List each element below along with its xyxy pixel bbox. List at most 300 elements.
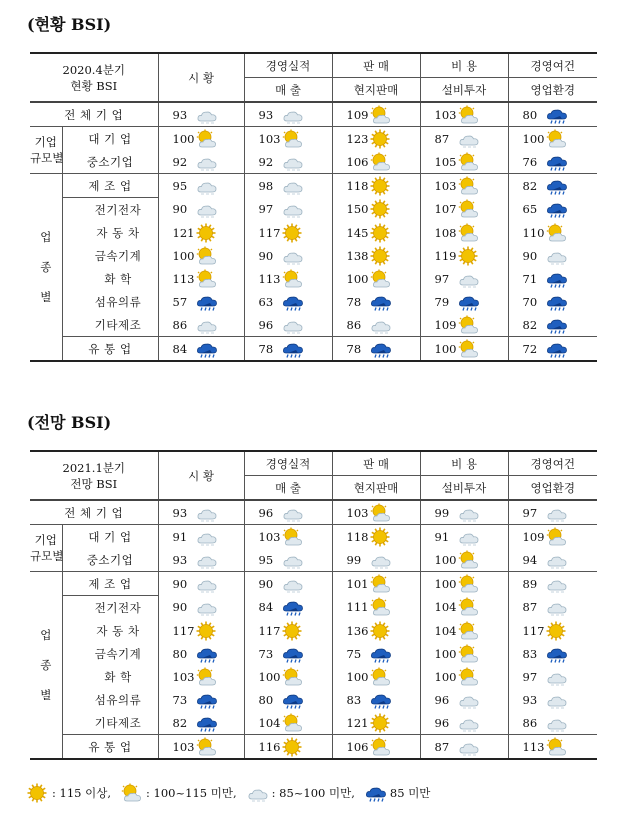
partly-cloudy-icon — [282, 711, 332, 735]
bsi-value: 105 — [420, 150, 458, 174]
partly-cloudy-icon — [458, 665, 508, 688]
partly-cloudy-icon — [121, 783, 143, 803]
bsi-value: 87 — [508, 596, 546, 620]
bsi-value: 107 — [420, 198, 458, 222]
cloud-icon — [196, 150, 244, 174]
sun-icon — [370, 525, 420, 549]
partly-cloudy-icon — [370, 735, 420, 760]
bsi-value: 96 — [244, 500, 282, 525]
header-revenue: 매 출 — [244, 78, 332, 103]
sun-icon — [370, 221, 420, 244]
corner-period: 2021.1분기 — [62, 460, 125, 475]
row-label: 전 체 기 업 — [64, 505, 124, 520]
bsi-value: 100 — [420, 642, 458, 665]
bsi-value: 117 — [244, 221, 282, 244]
partly-cloudy-icon — [196, 244, 244, 267]
legend-partly-text: : 100~115 미만, — [146, 786, 237, 800]
rain-icon — [370, 642, 420, 665]
sun-icon — [370, 711, 420, 735]
bsi-value: 82 — [158, 711, 196, 735]
industry-group-line1: 업 — [40, 628, 52, 642]
rain-icon — [196, 642, 244, 665]
bsi-value: 101 — [332, 572, 370, 596]
row-label: 유 통 업 — [62, 735, 158, 760]
cloud-icon — [196, 102, 244, 127]
cloud-icon — [546, 500, 597, 525]
bsi-value: 97 — [508, 665, 546, 688]
row-label: 전 체 기 업 — [64, 107, 124, 122]
bsi-value: 75 — [332, 642, 370, 665]
cloud-icon — [546, 572, 597, 596]
current-section-title: (현황 BSI) — [27, 15, 112, 34]
row-label: 중소기업 — [62, 548, 158, 572]
cloud-icon — [370, 548, 420, 572]
partly-cloudy-icon — [370, 572, 420, 596]
sun-icon — [370, 174, 420, 198]
bsi-value: 90 — [508, 244, 546, 267]
rain-icon — [546, 290, 597, 313]
partly-cloudy-icon — [370, 665, 420, 688]
legend-rain-text: 85 미만 — [389, 786, 431, 800]
bsi-value: 103 — [244, 525, 282, 549]
bsi-value: 113 — [508, 735, 546, 760]
cloud-icon — [458, 267, 508, 290]
legend-cloud-text: : 85~100 미만, — [271, 786, 355, 800]
rain-icon — [370, 688, 420, 711]
bsi-value: 87 — [420, 127, 458, 151]
bsi-value: 108 — [420, 221, 458, 244]
table-row — [30, 150, 597, 174]
row-label: 금속기계 — [62, 642, 158, 665]
rain-icon — [370, 337, 420, 362]
row-label: 금속기계 — [62, 244, 158, 267]
cloud-icon — [546, 688, 597, 711]
header-performance: 경영실적 — [244, 451, 332, 476]
rain-icon — [546, 313, 597, 337]
cloud-icon — [247, 783, 269, 803]
partly-cloudy-icon — [282, 267, 332, 290]
bsi-value: 97 — [508, 500, 546, 525]
sun-icon — [370, 198, 420, 222]
sun-icon — [370, 619, 420, 642]
sun-icon — [196, 619, 244, 642]
industry-group-line1: 업 — [40, 230, 52, 244]
cloud-icon — [458, 500, 508, 525]
bsi-value: 90 — [244, 244, 282, 267]
bsi-value: 92 — [244, 150, 282, 174]
bsi-value: 89 — [508, 572, 546, 596]
partly-cloudy-icon — [458, 150, 508, 174]
partly-cloudy-icon — [196, 735, 244, 760]
row-label: 섬유의류 — [62, 290, 158, 313]
cloud-icon — [282, 174, 332, 198]
industry-group-line2: 종 — [40, 260, 52, 274]
size-group-line1: 기업 — [34, 135, 57, 149]
header-capex: 설비투자 — [420, 78, 508, 103]
bsi-value: 116 — [244, 735, 282, 760]
partly-cloudy-icon — [458, 174, 508, 198]
table-row — [30, 313, 597, 337]
bsi-value: 82 — [508, 313, 546, 337]
rain-icon — [282, 290, 332, 313]
cloud-icon — [282, 548, 332, 572]
partly-cloudy-icon — [458, 619, 508, 642]
size-group-line1: 기업 — [34, 533, 57, 547]
header-revenue: 매 출 — [244, 476, 332, 501]
partly-cloudy-icon — [458, 313, 508, 337]
bsi-value: 76 — [508, 150, 546, 174]
partly-cloudy-icon — [196, 267, 244, 290]
row-label: 화 학 — [62, 665, 158, 688]
bsi-value: 63 — [244, 290, 282, 313]
cloud-icon — [370, 313, 420, 337]
partly-cloudy-icon — [458, 337, 508, 362]
bsi-value: 100 — [332, 267, 370, 290]
table-row — [30, 619, 597, 642]
bsi-value: 96 — [420, 688, 458, 711]
partly-cloudy-icon — [282, 665, 332, 688]
bsi-value: 104 — [244, 711, 282, 735]
size-group-line2: 규모별 — [30, 549, 64, 563]
sun-icon — [458, 244, 508, 267]
bsi-value: 100 — [420, 572, 458, 596]
bsi-value: 97 — [244, 198, 282, 222]
partly-cloudy-icon — [196, 665, 244, 688]
table-row — [30, 500, 597, 525]
bsi-value: 100 — [158, 127, 196, 151]
bsi-value: 91 — [420, 525, 458, 549]
bsi-value: 86 — [332, 313, 370, 337]
sun-icon — [282, 619, 332, 642]
bsi-value: 92 — [158, 150, 196, 174]
partly-cloudy-icon — [458, 548, 508, 572]
bsi-value: 121 — [158, 221, 196, 244]
bsi-value: 71 — [508, 267, 546, 290]
rain-icon — [546, 642, 597, 665]
rain-icon — [546, 267, 597, 290]
sun-icon — [370, 244, 420, 267]
bsi-value: 90 — [158, 198, 196, 222]
industry-group-label — [30, 572, 62, 760]
table-row — [30, 221, 597, 244]
bsi-value: 100 — [420, 548, 458, 572]
forecast-section-title: (전망 BSI) — [27, 413, 112, 432]
bsi-value: 90 — [158, 572, 196, 596]
table-row — [30, 596, 597, 620]
bsi-value: 72 — [508, 337, 546, 362]
cloud-icon — [458, 127, 508, 151]
bsi-value: 84 — [244, 596, 282, 620]
rain-icon — [546, 337, 597, 362]
cloud-icon — [196, 572, 244, 596]
partly-cloudy-icon — [458, 198, 508, 222]
sun-icon — [27, 783, 49, 803]
sun-icon — [282, 735, 332, 760]
bsi-value: 99 — [420, 500, 458, 525]
bsi-value: 113 — [158, 267, 196, 290]
sun-icon — [546, 619, 597, 642]
rain-icon — [196, 688, 244, 711]
header-sales: 판 매 — [332, 53, 420, 78]
table-row — [30, 198, 597, 222]
row-label: 제 조 업 — [62, 572, 158, 596]
corner-period: 2020.4분기 — [62, 62, 125, 77]
partly-cloudy-icon — [458, 596, 508, 620]
rain-icon — [196, 290, 244, 313]
bsi-value: 86 — [508, 711, 546, 735]
bsi-value: 103 — [244, 127, 282, 151]
partly-cloudy-icon — [458, 221, 508, 244]
header-business-env: 영업환경 — [508, 78, 597, 103]
bsi-value: 90 — [158, 596, 196, 620]
table-row — [30, 102, 597, 127]
cloud-icon — [196, 500, 244, 525]
table-row — [30, 174, 597, 198]
bsi-value: 100 — [508, 127, 546, 151]
bsi-value: 83 — [332, 688, 370, 711]
bsi-value: 100 — [332, 665, 370, 688]
partly-cloudy-icon — [370, 150, 420, 174]
bsi-value: 57 — [158, 290, 196, 313]
corner-type: 현황 BSI — [70, 78, 118, 93]
partly-cloudy-icon — [546, 127, 597, 151]
bsi-value: 82 — [508, 174, 546, 198]
bsi-value: 100 — [420, 337, 458, 362]
partly-cloudy-icon — [196, 127, 244, 151]
bsi-value: 86 — [158, 313, 196, 337]
bsi-value: 78 — [244, 337, 282, 362]
cloud-icon — [196, 174, 244, 198]
rain-icon — [546, 198, 597, 222]
header-sihwang: 시 황 — [158, 451, 244, 500]
cloud-icon — [282, 102, 332, 127]
cloud-icon — [546, 244, 597, 267]
cloud-icon — [546, 548, 597, 572]
bsi-value: 80 — [508, 102, 546, 127]
partly-cloudy-icon — [282, 127, 332, 151]
rain-icon — [458, 290, 508, 313]
table-row — [30, 290, 597, 313]
bsi-value: 83 — [508, 642, 546, 665]
cloud-icon — [196, 548, 244, 572]
cloud-icon — [458, 688, 508, 711]
header-performance: 경영실적 — [244, 53, 332, 78]
partly-cloudy-icon — [370, 596, 420, 620]
row-label: 자 동 차 — [62, 221, 158, 244]
bsi-value: 90 — [244, 572, 282, 596]
bsi-value: 104 — [420, 619, 458, 642]
bsi-value: 73 — [244, 642, 282, 665]
industry-group-line3: 별 — [40, 290, 52, 304]
bsi-value: 99 — [332, 548, 370, 572]
bsi-value: 118 — [332, 174, 370, 198]
cloud-icon — [458, 735, 508, 760]
rain-icon — [546, 174, 597, 198]
current-bsi-table — [30, 52, 597, 362]
bsi-value: 98 — [244, 174, 282, 198]
partly-cloudy-icon — [546, 221, 597, 244]
cloud-icon — [546, 711, 597, 735]
bsi-value: 150 — [332, 198, 370, 222]
bsi-value: 103 — [158, 665, 196, 688]
row-label: 섬유의류 — [62, 688, 158, 711]
bsi-value: 96 — [244, 313, 282, 337]
bsi-value: 94 — [508, 548, 546, 572]
row-label: 중소기업 — [62, 150, 158, 174]
bsi-value: 103 — [420, 174, 458, 198]
bsi-value: 110 — [508, 221, 546, 244]
corner-type: 전망 BSI — [70, 476, 118, 491]
bsi-value: 93 — [158, 548, 196, 572]
sun-icon — [370, 127, 420, 151]
bsi-value: 111 — [332, 596, 370, 620]
bsi-value: 96 — [420, 711, 458, 735]
bsi-value: 97 — [420, 267, 458, 290]
table-row — [30, 337, 597, 362]
bsi-value: 103 — [158, 735, 196, 760]
rain-icon — [196, 711, 244, 735]
header-cost: 비 용 — [420, 53, 508, 78]
header-business-env: 영업환경 — [508, 476, 597, 501]
row-label: 대 기 업 — [62, 525, 158, 549]
cloud-icon — [196, 198, 244, 222]
cloud-icon — [546, 596, 597, 620]
cloud-icon — [458, 525, 508, 549]
bsi-value: 93 — [244, 102, 282, 127]
bsi-value: 109 — [508, 525, 546, 549]
rain-icon — [546, 102, 597, 127]
cloud-icon — [282, 500, 332, 525]
bsi-value: 78 — [332, 290, 370, 313]
rain-icon — [282, 688, 332, 711]
sun-icon — [196, 221, 244, 244]
bsi-value: 93 — [158, 102, 196, 127]
cloud-icon — [282, 313, 332, 337]
sun-icon — [282, 221, 332, 244]
table-row — [30, 267, 597, 290]
bsi-value: 95 — [244, 548, 282, 572]
cloud-icon — [458, 711, 508, 735]
rain-icon — [370, 290, 420, 313]
cloud-icon — [282, 244, 332, 267]
forecast-bsi-table — [30, 450, 597, 760]
weather-legend — [27, 783, 436, 803]
rain-icon — [282, 596, 332, 620]
header-environment: 경영여건 — [508, 53, 597, 78]
bsi-value: 118 — [332, 525, 370, 549]
bsi-value: 104 — [420, 596, 458, 620]
bsi-value: 117 — [508, 619, 546, 642]
legend-sun-text: : 115 이상, — [52, 786, 112, 800]
table-row — [30, 127, 597, 151]
cloud-icon — [282, 150, 332, 174]
bsi-value: 113 — [244, 267, 282, 290]
partly-cloudy-icon — [458, 102, 508, 127]
header-local-sales: 현지판매 — [332, 78, 420, 103]
bsi-value: 123 — [332, 127, 370, 151]
bsi-value: 136 — [332, 619, 370, 642]
bsi-value: 79 — [420, 290, 458, 313]
bsi-value: 103 — [420, 102, 458, 127]
bsi-value: 91 — [158, 525, 196, 549]
bsi-value: 106 — [332, 735, 370, 760]
row-label: 기타제조 — [62, 313, 158, 337]
bsi-value: 109 — [420, 313, 458, 337]
size-group-line2: 규모별 — [30, 151, 64, 165]
table-row — [30, 548, 597, 572]
bsi-value: 78 — [332, 337, 370, 362]
row-label: 제 조 업 — [62, 174, 158, 198]
cloud-icon — [196, 525, 244, 549]
table-row — [30, 711, 597, 735]
row-label: 유 통 업 — [62, 337, 158, 362]
row-label: 전기전자 — [62, 198, 158, 222]
industry-group-line3: 별 — [40, 688, 52, 702]
rain-icon — [282, 642, 332, 665]
industry-group-line2: 종 — [40, 658, 52, 672]
bsi-value: 70 — [508, 290, 546, 313]
bsi-value: 100 — [158, 244, 196, 267]
bsi-value: 103 — [332, 500, 370, 525]
bsi-value: 73 — [158, 688, 196, 711]
table-row — [30, 642, 597, 665]
bsi-value: 121 — [332, 711, 370, 735]
row-label: 화 학 — [62, 267, 158, 290]
partly-cloudy-icon — [370, 267, 420, 290]
bsi-value: 84 — [158, 337, 196, 362]
bsi-value: 93 — [158, 500, 196, 525]
bsi-value: 95 — [158, 174, 196, 198]
cloud-icon — [546, 665, 597, 688]
cloud-icon — [282, 572, 332, 596]
cloud-icon — [196, 596, 244, 620]
bsi-value: 65 — [508, 198, 546, 222]
bsi-value: 117 — [244, 619, 282, 642]
header-capex: 설비투자 — [420, 476, 508, 501]
bsi-value: 87 — [420, 735, 458, 760]
rain-icon — [196, 337, 244, 362]
table-row — [30, 572, 597, 596]
size-group-label — [30, 127, 62, 174]
table-row — [30, 525, 597, 549]
header-local-sales: 현지판매 — [332, 476, 420, 501]
rain-icon — [365, 783, 387, 803]
size-group-label — [30, 525, 62, 572]
table-corner — [30, 451, 158, 500]
bsi-value: 109 — [332, 102, 370, 127]
header-sales: 판 매 — [332, 451, 420, 476]
rain-icon — [282, 337, 332, 362]
partly-cloudy-icon — [546, 525, 597, 549]
header-sihwang: 시 황 — [158, 53, 244, 102]
table-row — [30, 688, 597, 711]
cloud-icon — [282, 198, 332, 222]
bsi-value: 80 — [244, 688, 282, 711]
partly-cloudy-icon — [458, 642, 508, 665]
table-row — [30, 244, 597, 267]
bsi-value: 93 — [508, 688, 546, 711]
table-row — [30, 665, 597, 688]
header-environment: 경영여건 — [508, 451, 597, 476]
row-label: 자 동 차 — [62, 619, 158, 642]
bsi-value: 106 — [332, 150, 370, 174]
bsi-value: 145 — [332, 221, 370, 244]
bsi-value: 100 — [420, 665, 458, 688]
row-label: 전기전자 — [62, 596, 158, 620]
bsi-value: 138 — [332, 244, 370, 267]
industry-group-label — [30, 174, 62, 362]
partly-cloudy-icon — [546, 735, 597, 760]
